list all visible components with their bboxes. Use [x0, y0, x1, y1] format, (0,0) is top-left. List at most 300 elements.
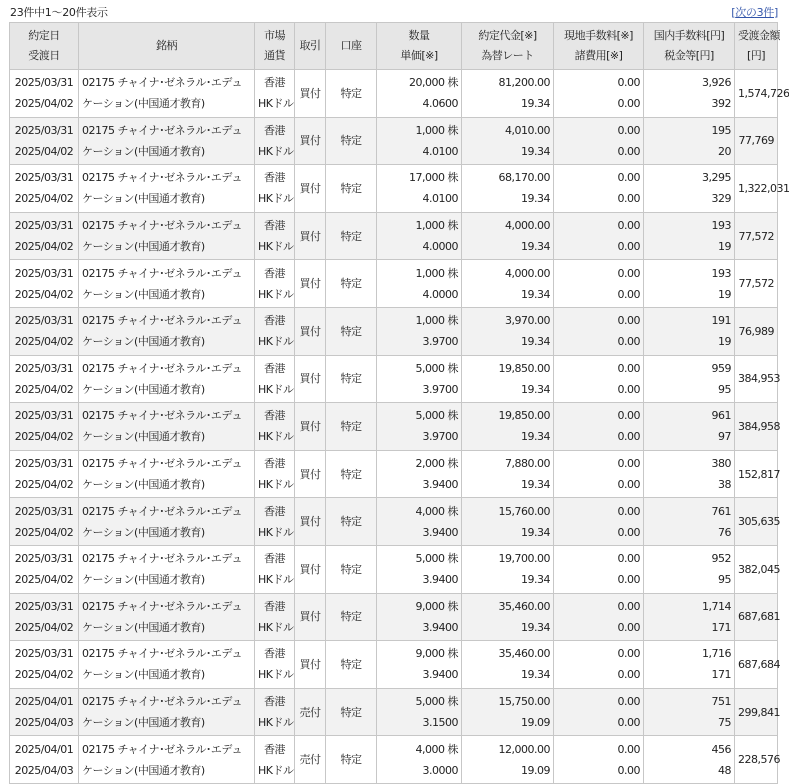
rate-value: 19.34 — [521, 97, 550, 111]
cell-quantity — [377, 688, 462, 736]
currency-value: HKドル — [258, 240, 294, 254]
cell-local-fee — [554, 70, 644, 118]
name2-value: ケーション(中国通才教育) — [82, 97, 205, 111]
cell-amount — [462, 212, 554, 260]
currency-value: HKドル — [258, 716, 294, 730]
cell-account — [326, 498, 377, 546]
name2-value: ケーション(中国通才教育) — [82, 382, 205, 396]
rate-value: 19.34 — [521, 382, 550, 396]
account-value: 特定 — [340, 372, 362, 386]
dom-fee-value: 195 — [711, 123, 731, 137]
settle-date-value: 2025/04/02 — [14, 97, 74, 111]
rate-value: 19.34 — [521, 478, 550, 492]
cell-account — [326, 355, 377, 403]
table-row — [10, 355, 778, 403]
cell-dates — [10, 641, 79, 689]
market-value: 香港 — [264, 314, 285, 328]
rate-value: 19.34 — [521, 192, 550, 206]
currency-value: HKドル — [258, 335, 294, 349]
cell-account — [326, 165, 377, 213]
local-fee-value: 0.00 — [617, 171, 640, 185]
cell-total — [735, 70, 789, 118]
other-fee-value: 0.00 — [617, 240, 640, 254]
settle-date-value: 2025/04/02 — [14, 382, 74, 396]
cell-market — [255, 450, 295, 498]
tax-value: 75 — [718, 716, 731, 730]
settle-date-value: 2025/04/02 — [14, 287, 74, 301]
dom-fee-value: 456 — [711, 742, 731, 756]
local-fee-value: 0.00 — [617, 647, 640, 661]
total-value: 384,953 — [738, 372, 780, 386]
table-row — [10, 688, 778, 736]
account-value: 特定 — [340, 419, 362, 433]
cell-local-fee — [554, 355, 644, 403]
total-value: 1,574,726 — [738, 86, 789, 100]
bracket-open: [ — [731, 6, 736, 19]
name2-value: ケーション(中国通才教育) — [82, 620, 205, 634]
settle-date-value: 2025/04/03 — [14, 763, 74, 777]
settle-date-value: 2025/04/02 — [14, 192, 74, 206]
cell-total — [735, 165, 789, 213]
cell-quantity — [377, 641, 462, 689]
tax-value: 97 — [718, 430, 731, 444]
qty-value: 20,000 株 — [409, 76, 458, 90]
total-value: 77,572 — [738, 229, 774, 243]
other-fee-value: 0.00 — [617, 478, 640, 492]
cell-quantity — [377, 117, 462, 165]
amount-value: 4,010.00 — [505, 123, 550, 137]
settle-date-value: 2025/04/02 — [14, 144, 74, 158]
price-value: 4.0600 — [422, 97, 458, 111]
tax-value: 329 — [711, 192, 731, 206]
cell-stock-name — [79, 593, 255, 641]
cell-market — [255, 688, 295, 736]
amount-value: 15,760.00 — [498, 504, 550, 518]
amount-value: 3,970.00 — [505, 314, 550, 328]
currency-value: HKドル — [258, 668, 294, 682]
qty-value: 9,000 株 — [415, 647, 458, 661]
local-fee-value: 0.00 — [617, 504, 640, 518]
dom-fee-value: 1,714 — [702, 599, 731, 613]
table-header-row — [10, 23, 778, 70]
settle-date-value: 2025/04/02 — [14, 430, 74, 444]
cell-stock-name — [79, 688, 255, 736]
dom-fee-value: 959 — [711, 361, 731, 375]
dom-fee-value: 380 — [711, 457, 731, 471]
currency-value: HKドル — [258, 192, 294, 206]
market-value: 香港 — [264, 219, 285, 233]
local-fee-value: 0.00 — [617, 123, 640, 137]
dom-fee-value: 761 — [711, 504, 731, 518]
cell-stock-name — [79, 165, 255, 213]
next-page-nav — [731, 4, 778, 20]
cell-amount — [462, 450, 554, 498]
market-value: 香港 — [264, 266, 285, 280]
rate-value: 19.34 — [521, 287, 550, 301]
market-value: 香港 — [264, 647, 285, 661]
cell-amount — [462, 498, 554, 546]
market-value: 香港 — [264, 361, 285, 375]
table-row — [10, 117, 778, 165]
name1-value: 02175 チャイナ･ゼネラル･エデュ — [82, 457, 242, 471]
tax-value: 19 — [718, 335, 731, 349]
cell-market — [255, 403, 295, 451]
cell-account — [326, 117, 377, 165]
dom-fee-value: 193 — [711, 266, 731, 280]
trade-date-value: 2025/03/31 — [14, 171, 74, 185]
local-fee-value: 0.00 — [617, 409, 640, 423]
trade-value: 買付 — [299, 657, 321, 671]
account-value: 特定 — [340, 86, 362, 100]
total-value: 76,989 — [738, 324, 774, 338]
tax-value: 171 — [711, 668, 731, 682]
price-value: 3.9700 — [422, 335, 458, 349]
rate-value: 19.34 — [521, 335, 550, 349]
settle-date-value: 2025/04/02 — [14, 573, 74, 587]
cell-domestic-fee — [644, 498, 735, 546]
total-value: 77,769 — [738, 134, 774, 148]
cell-trade-type — [295, 736, 326, 784]
qty-value: 5,000 株 — [415, 552, 458, 566]
local-fee-value: 0.00 — [617, 457, 640, 471]
cell-amount — [462, 260, 554, 308]
bracket-close: ] — [774, 6, 778, 19]
price-value: 3.9400 — [422, 668, 458, 682]
account-value: 特定 — [340, 277, 362, 291]
cell-dates — [10, 355, 79, 403]
cell-stock-name — [79, 70, 255, 118]
tax-value: 19 — [718, 287, 731, 301]
price-value: 4.0000 — [422, 240, 458, 254]
cell-total — [735, 593, 778, 641]
cell-total — [735, 641, 778, 689]
trade-date-value: 2025/03/31 — [14, 76, 74, 90]
account-value: 特定 — [340, 610, 362, 624]
other-fee-value: 0.00 — [617, 287, 640, 301]
total-value: 382,045 — [738, 562, 780, 576]
cell-trade-type — [295, 212, 326, 260]
cell-dates — [10, 165, 79, 213]
cell-stock-name — [79, 736, 255, 784]
dom-fee-value: 952 — [711, 552, 731, 566]
cell-local-fee — [554, 260, 644, 308]
name1-value: 02175 チャイナ･ゼネラル･エデュ — [82, 742, 242, 756]
other-fee-value: 0.00 — [617, 335, 640, 349]
cell-domestic-fee — [644, 117, 735, 165]
name1-value: 02175 チャイナ･ゼネラル･エデュ — [82, 266, 242, 280]
cell-stock-name — [79, 355, 255, 403]
table-row — [10, 212, 778, 260]
other-fee-value: 0.00 — [617, 620, 640, 634]
name2-value: ケーション(中国通才教育) — [82, 430, 205, 444]
currency-value: HKドル — [258, 763, 294, 777]
price-value: 3.1500 — [422, 716, 458, 730]
cell-dates — [10, 498, 79, 546]
price-value: 3.0000 — [422, 763, 458, 777]
cell-quantity — [377, 212, 462, 260]
cell-account — [326, 70, 377, 118]
name1-value: 02175 チャイナ･ゼネラル･エデュ — [82, 219, 242, 233]
trade-date-value: 2025/03/31 — [14, 647, 74, 661]
tax-value: 392 — [711, 97, 731, 111]
cell-market — [255, 260, 295, 308]
qty-value: 2,000 株 — [415, 457, 458, 471]
cell-market — [255, 117, 295, 165]
trade-date-value: 2025/03/31 — [14, 599, 74, 613]
other-fee-value: 0.00 — [617, 382, 640, 396]
account-value: 特定 — [340, 229, 362, 243]
name2-value: ケーション(中国通才教育) — [82, 763, 205, 777]
other-fee-value: 0.00 — [617, 668, 640, 682]
cell-total — [735, 736, 778, 784]
cell-local-fee — [554, 498, 644, 546]
cell-quantity — [377, 450, 462, 498]
account-value: 特定 — [340, 515, 362, 529]
trade-date-value: 2025/03/31 — [14, 504, 74, 518]
account-value: 特定 — [340, 657, 362, 671]
trade-value: 買付 — [299, 467, 321, 481]
cell-domestic-fee — [644, 688, 735, 736]
cell-domestic-fee — [644, 307, 735, 355]
trade-value: 買付 — [299, 372, 321, 386]
result-header — [0, 0, 784, 20]
cell-quantity — [377, 307, 462, 355]
cell-domestic-fee — [644, 403, 735, 451]
cell-trade-type — [295, 307, 326, 355]
amount-value: 4,000.00 — [505, 219, 550, 233]
cell-quantity — [377, 498, 462, 546]
settle-date-value: 2025/04/02 — [14, 668, 74, 682]
market-value: 香港 — [264, 457, 285, 471]
other-fee-value: 0.00 — [617, 144, 640, 158]
total-value: 384,958 — [738, 419, 780, 433]
cell-amount — [462, 736, 554, 784]
local-fee-value: 0.00 — [617, 695, 640, 709]
cell-trade-type — [295, 355, 326, 403]
rate-value: 19.09 — [521, 763, 550, 777]
market-value: 香港 — [264, 409, 285, 423]
cell-dates — [10, 212, 79, 260]
local-fee-value: 0.00 — [617, 76, 640, 90]
trade-value: 買付 — [299, 86, 321, 100]
price-value: 4.0100 — [422, 144, 458, 158]
cell-dates — [10, 307, 79, 355]
name1-value: 02175 チャイナ･ゼネラル･エデュ — [82, 409, 242, 423]
cell-trade-type — [295, 641, 326, 689]
cell-amount — [462, 688, 554, 736]
name1-value: 02175 チャイナ･ゼネラル･エデュ — [82, 361, 242, 375]
currency-value: HKドル — [258, 573, 294, 587]
cell-market — [255, 70, 295, 118]
currency-value: HKドル — [258, 430, 294, 444]
header-account: 口座 — [326, 23, 377, 70]
cell-local-fee — [554, 736, 644, 784]
cell-domestic-fee — [644, 165, 735, 213]
name2-value: ケーション(中国通才教育) — [82, 335, 205, 349]
cell-amount — [462, 403, 554, 451]
trade-date-value: 2025/03/31 — [14, 552, 74, 566]
name1-value: 02175 チャイナ･ゼネラル･エデュ — [82, 552, 242, 566]
cell-market — [255, 736, 295, 784]
currency-value: HKドル — [258, 382, 294, 396]
table-row — [10, 70, 778, 118]
market-value: 香港 — [264, 76, 285, 90]
cell-trade-type — [295, 165, 326, 213]
trade-value: 売付 — [299, 705, 321, 719]
cell-dates — [10, 450, 79, 498]
name1-value: 02175 チャイナ･ゼネラル･エデュ — [82, 504, 242, 518]
dom-fee-value: 1,716 — [702, 647, 731, 661]
cell-trade-type — [295, 117, 326, 165]
dom-fee-value: 961 — [711, 409, 731, 423]
cell-amount — [462, 165, 554, 213]
rate-value: 19.34 — [521, 573, 550, 587]
table-row — [10, 545, 778, 593]
price-value: 4.0100 — [422, 192, 458, 206]
cell-amount — [462, 593, 554, 641]
cell-market — [255, 641, 295, 689]
table-row — [10, 165, 778, 213]
qty-value: 4,000 株 — [415, 504, 458, 518]
account-value: 特定 — [340, 753, 362, 767]
cell-amount — [462, 355, 554, 403]
trade-date-value: 2025/03/31 — [14, 123, 74, 137]
cell-stock-name — [79, 212, 255, 260]
cell-account — [326, 641, 377, 689]
rate-value: 19.09 — [521, 716, 550, 730]
trade-date-value: 2025/03/31 — [14, 266, 74, 280]
rate-value: 19.34 — [521, 620, 550, 634]
cell-total — [735, 212, 778, 260]
trade-date-value: 2025/03/31 — [14, 361, 74, 375]
cell-total — [735, 260, 778, 308]
amount-value: 19,700.00 — [498, 552, 550, 566]
header-name: 銘柄 — [79, 23, 255, 70]
trade-date-value: 2025/04/01 — [14, 742, 74, 756]
market-value: 香港 — [264, 123, 285, 137]
table-row — [10, 641, 778, 689]
total-value: 152,817 — [738, 467, 780, 481]
cell-domestic-fee — [644, 212, 735, 260]
market-value: 香港 — [264, 504, 285, 518]
cell-account — [326, 450, 377, 498]
cell-quantity — [377, 165, 462, 213]
trade-value: 買付 — [299, 515, 321, 529]
trade-history-table — [9, 22, 789, 784]
cell-account — [326, 688, 377, 736]
header-amount: 約定代金[※] 為替レート — [462, 23, 554, 70]
total-value: 77,572 — [738, 277, 774, 291]
cell-domestic-fee — [644, 70, 735, 118]
cell-trade-type — [295, 70, 326, 118]
table-row — [10, 498, 778, 546]
table-row — [10, 736, 778, 784]
trade-value: 買付 — [299, 277, 321, 291]
cell-dates — [10, 593, 79, 641]
settle-date-value: 2025/04/02 — [14, 335, 74, 349]
name2-value: ケーション(中国通才教育) — [82, 478, 205, 492]
price-value: 3.9400 — [422, 573, 458, 587]
cell-trade-type — [295, 688, 326, 736]
cell-domestic-fee — [644, 593, 735, 641]
qty-value: 17,000 株 — [409, 171, 458, 185]
trade-date-value: 2025/03/31 — [14, 219, 74, 233]
cell-dates — [10, 736, 79, 784]
cell-account — [326, 736, 377, 784]
table-row — [10, 450, 778, 498]
local-fee-value: 0.00 — [617, 599, 640, 613]
amount-value: 19,850.00 — [498, 409, 550, 423]
market-value: 香港 — [264, 742, 285, 756]
trade-value: 買付 — [299, 419, 321, 433]
next-page-link[interactable]: 次の3件 — [735, 6, 774, 19]
other-fee-value: 0.00 — [617, 716, 640, 730]
cell-quantity — [377, 260, 462, 308]
settle-date-value: 2025/04/02 — [14, 478, 74, 492]
cell-market — [255, 165, 295, 213]
name2-value: ケーション(中国通才教育) — [82, 716, 205, 730]
cell-stock-name — [79, 307, 255, 355]
trade-date-value: 2025/03/31 — [14, 314, 74, 328]
market-value: 香港 — [264, 695, 285, 709]
cell-local-fee — [554, 403, 644, 451]
amount-value: 68,170.00 — [498, 171, 550, 185]
tax-value: 171 — [711, 620, 731, 634]
cell-total — [735, 545, 778, 593]
cell-market — [255, 355, 295, 403]
currency-value: HKドル — [258, 525, 294, 539]
total-value: 299,841 — [738, 705, 780, 719]
cell-account — [326, 545, 377, 593]
tax-value: 95 — [718, 573, 731, 587]
amount-value: 15,750.00 — [498, 695, 550, 709]
cell-account — [326, 307, 377, 355]
cell-trade-type — [295, 403, 326, 451]
name1-value: 02175 チャイナ･ゼネラル･エデュ — [82, 314, 242, 328]
name2-value: ケーション(中国通才教育) — [82, 668, 205, 682]
total-value: 228,576 — [738, 753, 780, 767]
cell-amount — [462, 641, 554, 689]
cell-account — [326, 212, 377, 260]
trade-value: 売付 — [299, 753, 321, 767]
cell-total — [735, 307, 778, 355]
name1-value: 02175 チャイナ･ゼネラル･エデュ — [82, 647, 242, 661]
cell-domestic-fee — [644, 355, 735, 403]
cell-local-fee — [554, 688, 644, 736]
header-domestic-fee: 国内手数料[円] 税金等[円] — [644, 23, 735, 70]
local-fee-value: 0.00 — [617, 314, 640, 328]
tax-value: 38 — [718, 478, 731, 492]
rate-value: 19.34 — [521, 668, 550, 682]
trade-value: 買付 — [299, 610, 321, 624]
local-fee-value: 0.00 — [617, 361, 640, 375]
trade-date-value: 2025/03/31 — [14, 409, 74, 423]
qty-value: 1,000 株 — [415, 266, 458, 280]
amount-value: 35,460.00 — [498, 599, 550, 613]
cell-dates — [10, 403, 79, 451]
name2-value: ケーション(中国通才教育) — [82, 144, 205, 158]
other-fee-value: 0.00 — [617, 763, 640, 777]
market-value: 香港 — [264, 599, 285, 613]
amount-value: 19,850.00 — [498, 361, 550, 375]
cell-quantity — [377, 593, 462, 641]
cell-dates — [10, 688, 79, 736]
account-value: 特定 — [340, 324, 362, 338]
cell-dates — [10, 70, 79, 118]
currency-value: HKドル — [258, 478, 294, 492]
total-value: 1,322,031 — [738, 181, 789, 195]
cell-total — [735, 498, 778, 546]
